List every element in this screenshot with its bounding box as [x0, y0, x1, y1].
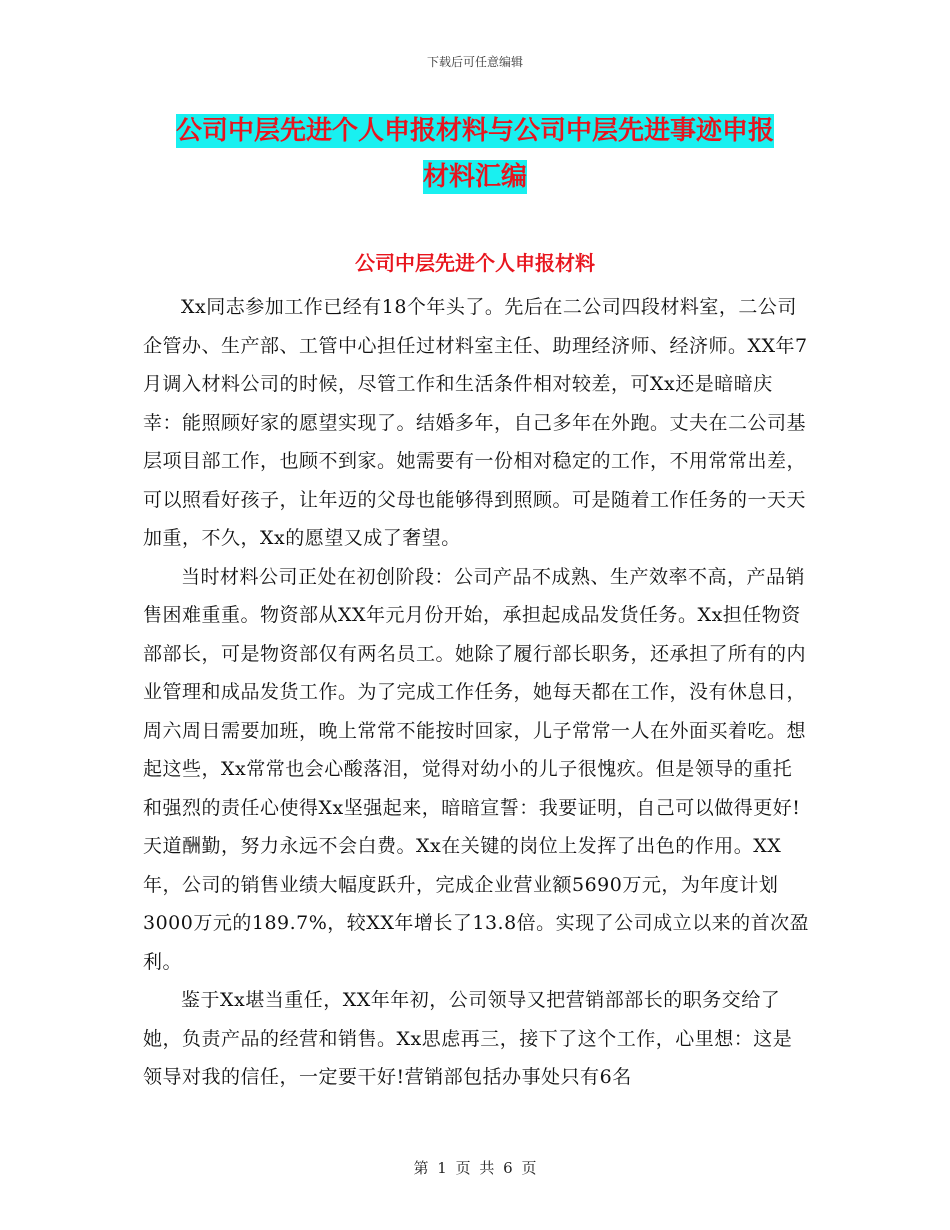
paragraph-3: 鉴于Xx堪当重任，XX年年初，公司领导又把营销部部长的职务交给了她，负责产品的经营和销售。Xx思虑再三，接下了这个工作，心里想：这是领导对我的信任，一定要干好!营销部包括办事处只有6名 [143, 989, 793, 1088]
paragraph-1: Xx同志参加工作已经有18个年头了。先后在二公司四段材料室，二公司企管办、生产部、工管中心担任过材料室主任、助理经济师、经济师。XX年7月调入材料公司的时候，尽管工作和生活条件相对较差，可Xx还是暗暗庆幸：能照顾好家的愿望实现了。结婚多年，自己多年在外跑。丈夫在二公司基层项目部工作，也顾不到家。她需要有一份相对稳定的工作，不用常常出差，可以照看好孩子，让年迈的父母也能够得到照顾。可是随着工作任务的一天天加重，不久，Xx的愿望又成了奢望。 [143, 296, 808, 549]
title-line-1: 公司中层先进个人申报材料与公司中层先进事迹申报 [175, 116, 774, 146]
section-title: 公司中层先进个人申报材料 [355, 251, 595, 275]
document-title [145, 108, 805, 200]
title-line-2: 材料汇编 [422, 162, 527, 192]
page-header: 下载后可任意编辑 [426, 55, 523, 69]
paragraph-2: 当时材料公司正处在初创阶段：公司产品不成熟、生产效率不高，产品销售困难重重。物资部从XX年元月份开始，承担起成品发货任务。Xx担任物资部部长，可是物资部仅有两名员工。她除了履行部长职务，还承担了所有的内业管理和成品发货工作。为了完成工作任务，她每天都在工作，没有休息日，周六周日需要加班，晚上常常不能按时回家，儿子常常一人在外面买着吃。想起这些，Xx常常也会心酸落泪，觉得对幼小的儿子很愧疚。但是领导的重托和强烈的责任心使得Xx坚强起来，暗暗宣誓：我要证明，自己可以做得更好!天道酬勤，努力永远不会白费。Xx在关键的岗位上发挥了出色的作用。XX年，公司的销售业绩大幅度跃升，完成企业营业额5690万元，为年度计划3000万元的189.7%，较XX年增长了13.8倍。实现了公司成立以来的首次盈利。 [143, 565, 810, 973]
body-text [143, 288, 810, 1097]
page-footer: 第 1 页 共 6 页 [413, 1159, 537, 1177]
